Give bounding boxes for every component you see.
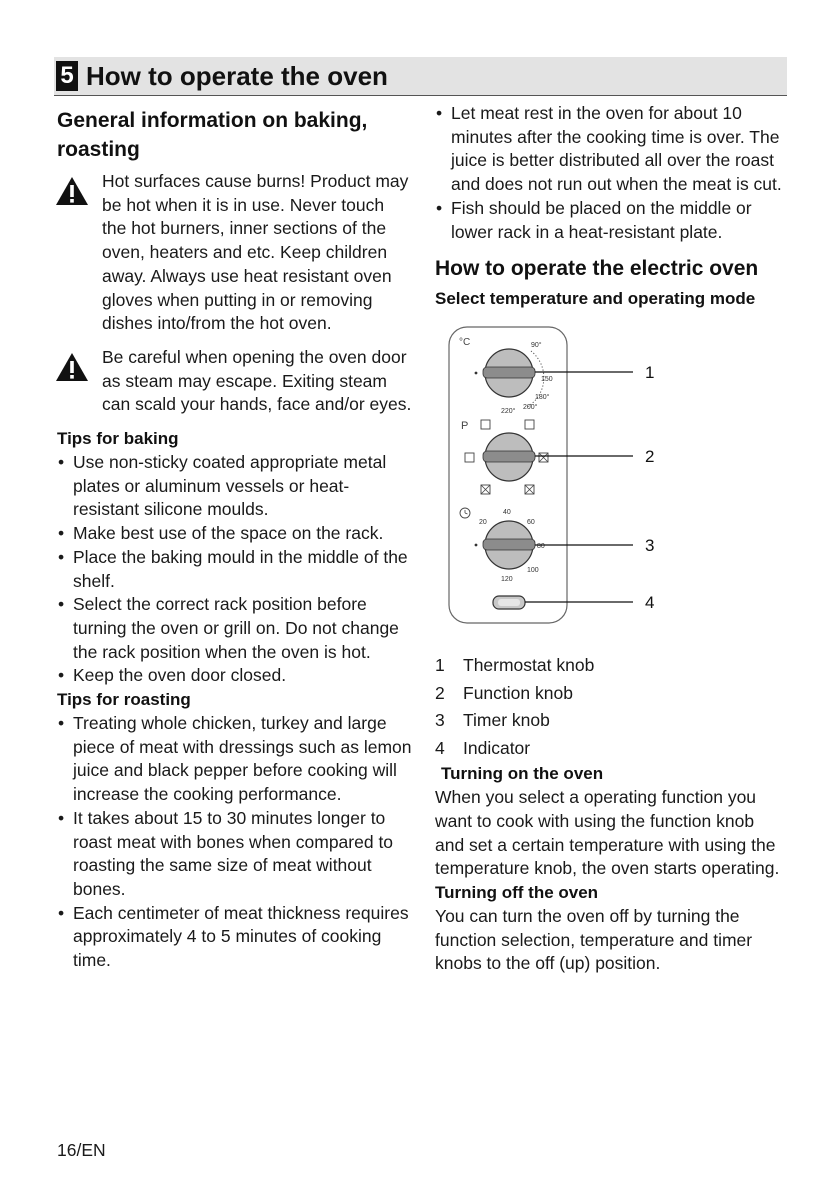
roasting-tips-continued — [435, 102, 787, 244]
select-mode-subheading: Select temperature and operating mode — [435, 289, 756, 309]
off-dot — [475, 544, 478, 547]
knob-grip — [483, 539, 535, 550]
list-item: • Treating whole chicken, turkey and large piece of meat with dressings such as lemon juice and black pepper before cooking will increase the cooking performance. — [58, 713, 412, 805]
timer-label-80: 80 — [537, 543, 545, 551]
warning-icon — [55, 352, 89, 382]
temp-label-220: 220° — [501, 408, 516, 416]
tips-roasting-list — [57, 712, 413, 973]
timer-label-40: 40 — [503, 509, 511, 517]
legend-row: 1 Thermostat knob — [435, 655, 595, 676]
warning-block-steam — [57, 346, 413, 417]
list-item: • Select the correct rack position before turning the oven or grill on. Do not change the rack position when the oven is hot. — [58, 594, 399, 662]
section-number: 5 — [56, 61, 78, 91]
electric-oven-heading: How to operate the electric oven — [435, 257, 759, 281]
page-number: 16/EN — [57, 1140, 106, 1160]
knob-grip — [483, 367, 535, 378]
list-item: • Let meat rest in the oven for about 10 minutes after the cooking time is over. The juice is better distributed all over the roast and does not run out when the meat is cut. — [436, 103, 782, 195]
section-title: How to operate the oven — [86, 61, 388, 91]
warning-block-burns — [57, 170, 413, 336]
function-p-label: P — [461, 420, 469, 433]
control-panel-diagram — [435, 315, 787, 635]
timer-label-100: 100 — [527, 567, 539, 575]
callout-4: 4 — [645, 593, 655, 613]
temp-label-150: 150 — [541, 376, 553, 384]
knob-grip — [483, 451, 535, 462]
tips-baking-title: Tips for baking — [57, 429, 179, 449]
legend-row: 3 Timer knob — [435, 710, 550, 731]
left-column — [57, 102, 413, 973]
right-column — [435, 102, 787, 976]
list-item: • Place the baking mould in the middle of the shelf. — [58, 546, 408, 591]
list-item: • Keep the oven door closed. — [58, 665, 287, 686]
list-item: • It takes about 15 to 30 minutes longer to roast meat with bones when compared to roasting the same size of meat without bones. — [58, 807, 394, 899]
section-header — [54, 57, 787, 96]
turning-on-text: When you select a operating function you want to cook with using the function knob and set a certain temperature with using the temperature knob, the oven starts operating. — [435, 787, 780, 879]
list-item: • Make best use of the space on the rack. — [58, 523, 384, 544]
list-item: • Each centimeter of meat thickness requires approximately 4 to 5 minutes of cooking time. — [58, 902, 409, 971]
control-legend — [435, 652, 787, 762]
warning-icon — [55, 176, 89, 206]
turning-off-text: You can turn the oven off by turning the function selection, temperature and timer knobs to the off (up) position. — [435, 906, 753, 974]
turning-off-title: Turning off the oven — [435, 883, 599, 903]
warning-text-burns: Hot surfaces cause burns! Product may be hot when it is in use. Never touch the hot burners, inner sections of the oven, heaters and etc. Keep children away. Always use heat resistant oven gloves when putting in or removing dishes into/from the hot oven. — [102, 171, 409, 334]
list-item: • Fish should be placed on the middle or lower rack in a heat-resistant plate. — [436, 197, 752, 242]
callout-2: 2 — [645, 447, 655, 467]
callout-1: 1 — [645, 363, 655, 383]
general-info-heading: General information on baking, roasting — [57, 109, 368, 161]
function-symbol-icon — [481, 420, 490, 429]
turning-on-title: Turning on the oven — [441, 764, 604, 784]
temp-label-180: 180° — [535, 394, 550, 402]
temp-label-90: 90° — [531, 342, 542, 350]
legend-row: 4 Indicator — [435, 737, 531, 758]
temp-unit-label: °C — [459, 337, 471, 349]
warning-text-steam: Be careful when opening the oven door as steam may escape. Exiting steam can scald your hands, face and/or eyes. — [102, 346, 412, 415]
timer-label-120: 120 — [501, 576, 513, 584]
off-dot — [475, 372, 478, 375]
function-symbol-icon — [525, 420, 534, 429]
callout-3: 3 — [645, 536, 655, 556]
tips-baking-list — [57, 451, 413, 688]
temp-label-200: 200° — [523, 404, 538, 412]
legend-row: 2 Function knob — [435, 682, 573, 703]
timer-label-60: 60 — [527, 519, 535, 527]
function-symbol-icon — [465, 453, 474, 462]
tips-roasting-title: Tips for roasting — [57, 690, 191, 710]
timer-label-20: 20 — [479, 519, 487, 527]
list-item: • Use non-sticky coated appropriate metal plates or aluminum vessels or heat-resistant silicone moulds. — [58, 452, 387, 520]
